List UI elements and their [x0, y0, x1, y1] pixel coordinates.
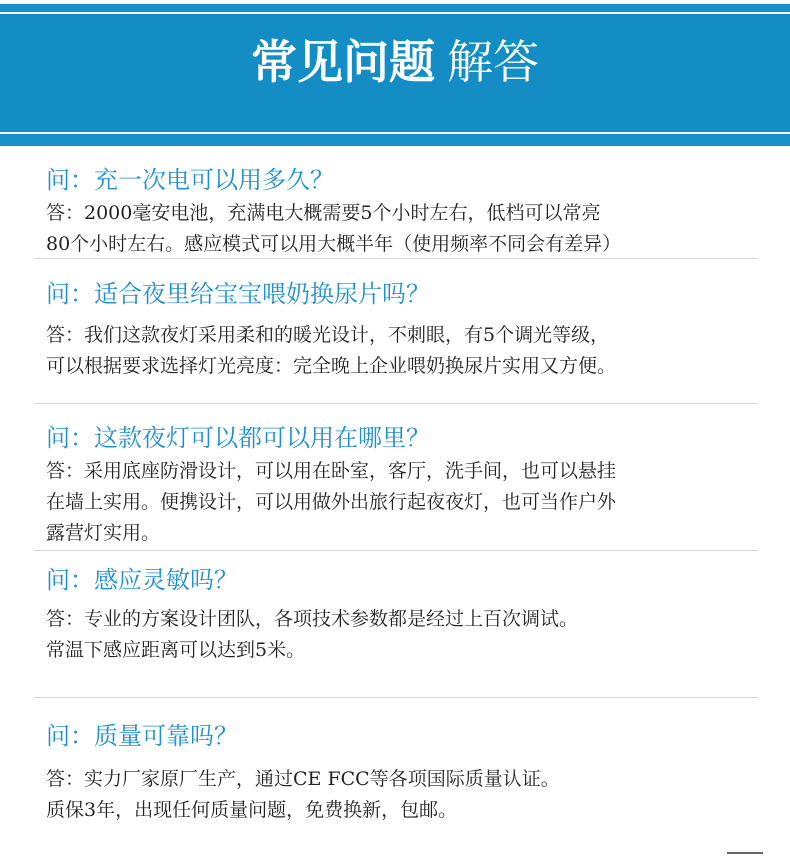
- divider: [34, 697, 758, 698]
- faq-item-3: [46, 420, 776, 549]
- faq-item-4: [46, 562, 776, 666]
- faq-answer: [46, 320, 776, 382]
- faq-answer-line: 答：实力厂家原厂生产，通过CE FCC等各项国际质量认证。: [46, 768, 560, 790]
- faq-answer-line: 在墙上实用。便携设计，可以用做外出旅行起夜夜灯，也可当作户外: [46, 491, 617, 513]
- faq-answer-line: 质保3年，出现任何质量问题，免费换新，包邮。: [46, 799, 458, 821]
- faq-answer-line: 答：我们这款夜灯采用柔和的暖光设计，不刺眼，有5个调光等级，: [46, 324, 610, 346]
- page-title-sub: 解答: [447, 35, 539, 89]
- page-title-main: 常见问题: [251, 35, 435, 89]
- faq-question: 问：感应灵敏吗？: [46, 566, 238, 594]
- header-banner: [0, 4, 790, 146]
- faq-answer: [46, 456, 776, 549]
- divider: [34, 403, 758, 404]
- faq-answer-line: 答：专业的方案设计团队，各项技术参数都是经过上百次调试。: [46, 608, 579, 630]
- faq-answer-line: 80个小时左右。感应模式可以用大概半年（使用频率不同会有差异）: [46, 233, 622, 255]
- corner-mark: [727, 852, 763, 854]
- faq-item-1: [46, 162, 776, 260]
- faq-answer-line: 可以根据要求选择灯光亮度：完全晚上企业喂奶换尿片实用又方便。: [46, 355, 617, 377]
- faq-answer-line: 常温下感应距离可以达到5米。: [46, 639, 306, 661]
- faq-item-5: [46, 718, 776, 826]
- faq-answer-line: 露营灯实用。: [46, 522, 161, 544]
- divider: [34, 258, 758, 259]
- faq-question: 问：适合夜里给宝宝喂奶换尿片吗？: [46, 280, 430, 308]
- faq-question: 问：质量可靠吗？: [46, 722, 238, 750]
- faq-question: 问：充一次电可以用多久？: [46, 166, 334, 194]
- page-title: [0, 32, 790, 92]
- divider: [34, 550, 758, 551]
- faq-answer-line: 答：2000毫安电池，充满电大概需要5个小时左右，低档可以常亮: [46, 202, 601, 224]
- faq-answer: [46, 604, 776, 666]
- faq-question: 问：这款夜灯可以都可以用在哪里？: [46, 424, 430, 452]
- faq-answer-line: 答：采用底座防滑设计，可以用在卧室，客厅，洗手间，也可以悬挂: [46, 460, 617, 482]
- faq-answer: [46, 198, 776, 260]
- faq-answer: [46, 764, 776, 826]
- faq-item-2: [46, 276, 776, 382]
